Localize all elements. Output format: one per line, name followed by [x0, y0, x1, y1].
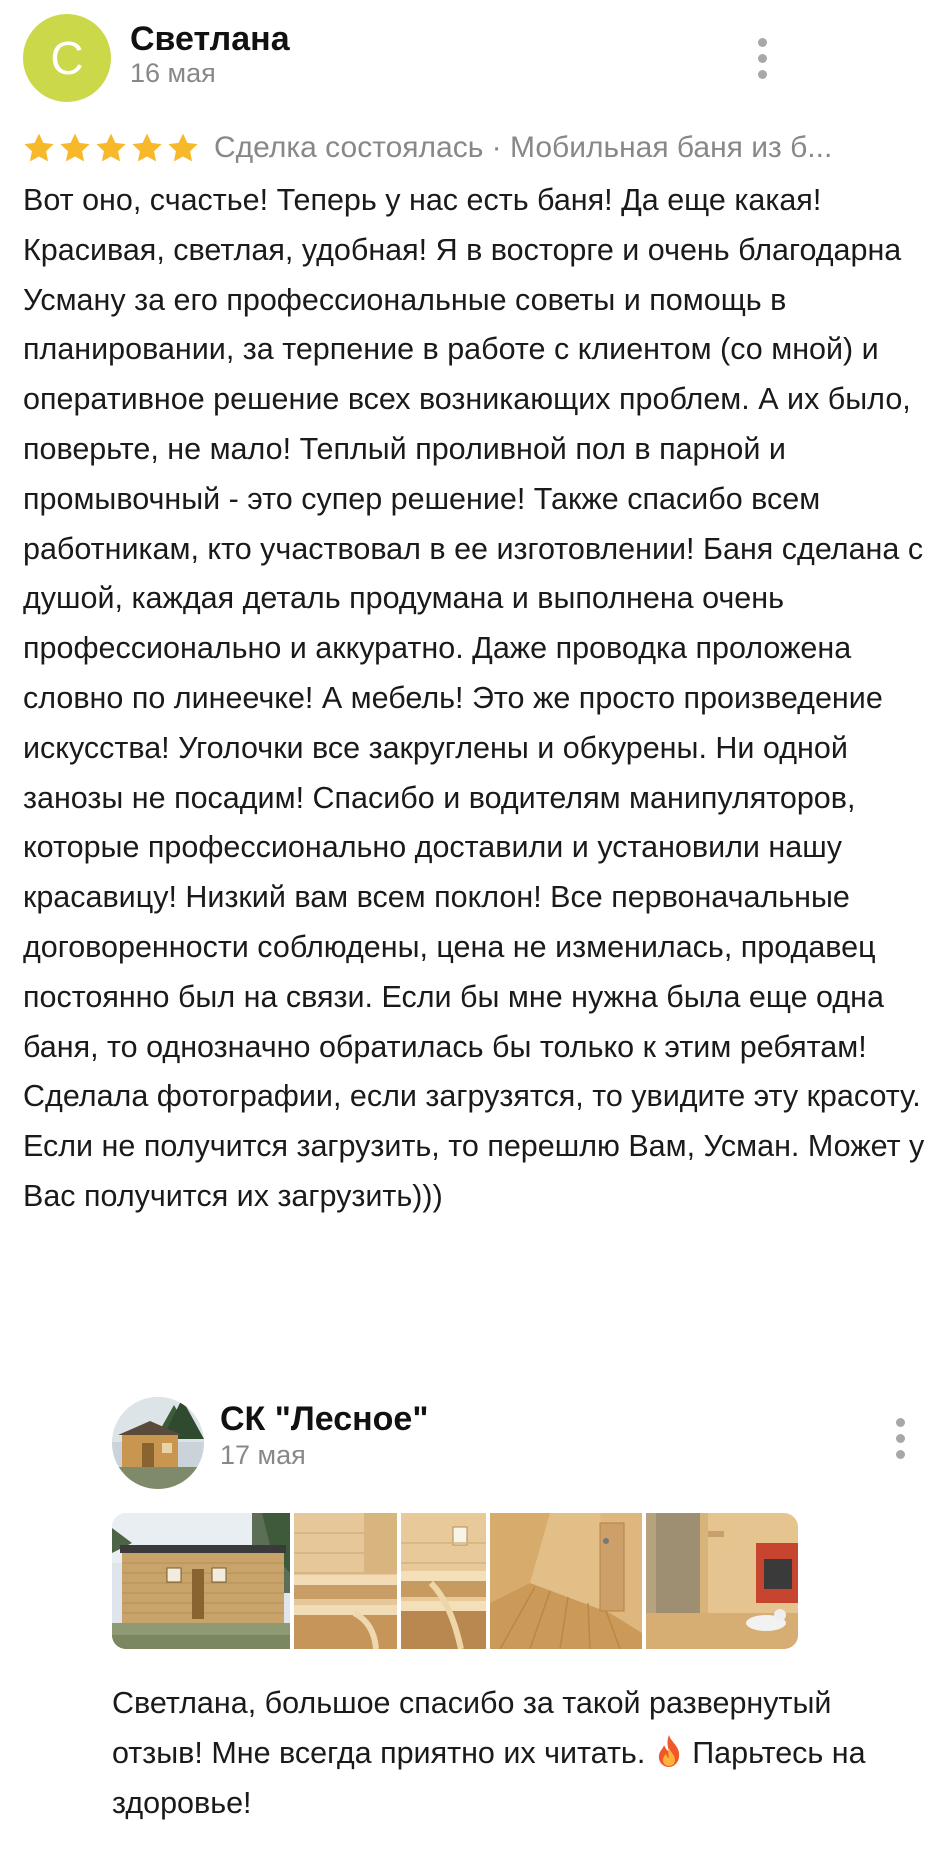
star-icon: [58, 131, 92, 165]
review-date: 16 мая: [130, 58, 216, 88]
seller-name[interactable]: СК "Лесное": [220, 1400, 429, 1438]
wash-room-floor-photo[interactable]: [490, 1513, 642, 1649]
seller-avatar[interactable]: [112, 1397, 204, 1489]
fire-icon: [654, 1734, 684, 1768]
sauna-stove-photo[interactable]: [646, 1513, 798, 1649]
rating-stars: [22, 131, 200, 165]
bathhouse-exterior-photo[interactable]: [112, 1513, 290, 1649]
review-text: Вот оно, счастье! Теперь у нас есть баня! Да еще какая! Красивая, светлая, удобная! Я в восторге и очень благодарна Усману за его профессиональные советы и помощь в планировании, за терпение в работе с клиентом (со мной) и оперативное решение всех возникающих проблем. А их было, поверьте, не мало! Теплый проливной пол в парной и промывочный - это супер решение! Также спасибо всем работникам, кто участвовал в ее изготовлении! Баня сделана с душой, каждая деталь продумана и выполнена очень профессионально и аккуратно. Даже проводка проложена словно по линеечке! А мебель! Это же просто произведение искусства! Уголочки все закруглены и обкурены. Ни одной занозы не посадим! Спасибо и водителям манипуляторов, которые профессионально доставили и установили нашу красавицу! Низкий вам всем поклон! Все первоначальные договоренности соблюдены, цена не изменилась, продавец постоянно был на связи. Если бы мне нужна была еще одна баня, то однозначно обратилась бы только к этим ребятам! Сделала фотографии, если загрузятся, то увидите эту красоту. Если не получится загрузить, то перешлю Вам, Усман. Может у Вас получится их загрузить))): [23, 183, 925, 1213]
reply-text-part1: Светлана, большое спасибо за такой развернутый отзыв! Мне всегда приятно их читать.: [112, 1686, 832, 1770]
reply-photo-gallery: [112, 1513, 798, 1649]
reply-text-part2: Парьтесь на здоровье!: [112, 1736, 866, 1820]
star-icon: [130, 131, 164, 165]
deal-meta-link[interactable]: Сделка состоялась · Мобильная баня из б...: [214, 131, 833, 164]
reply-text: [112, 1678, 872, 1828]
rating-row: [22, 128, 922, 168]
star-icon: [22, 131, 56, 165]
steam-room-benches-photo[interactable]: [294, 1513, 397, 1649]
seller-logo-photo: [112, 1397, 204, 1489]
review-more-menu-icon[interactable]: [756, 38, 768, 79]
reply-date: 17 мая: [220, 1440, 306, 1470]
author-avatar[interactable]: С: [23, 14, 111, 102]
star-icon: [94, 131, 128, 165]
steam-room-window-photo[interactable]: [401, 1513, 486, 1649]
reply-more-menu-icon[interactable]: [894, 1418, 906, 1459]
star-icon: [166, 131, 200, 165]
author-name[interactable]: Светлана: [130, 20, 290, 58]
